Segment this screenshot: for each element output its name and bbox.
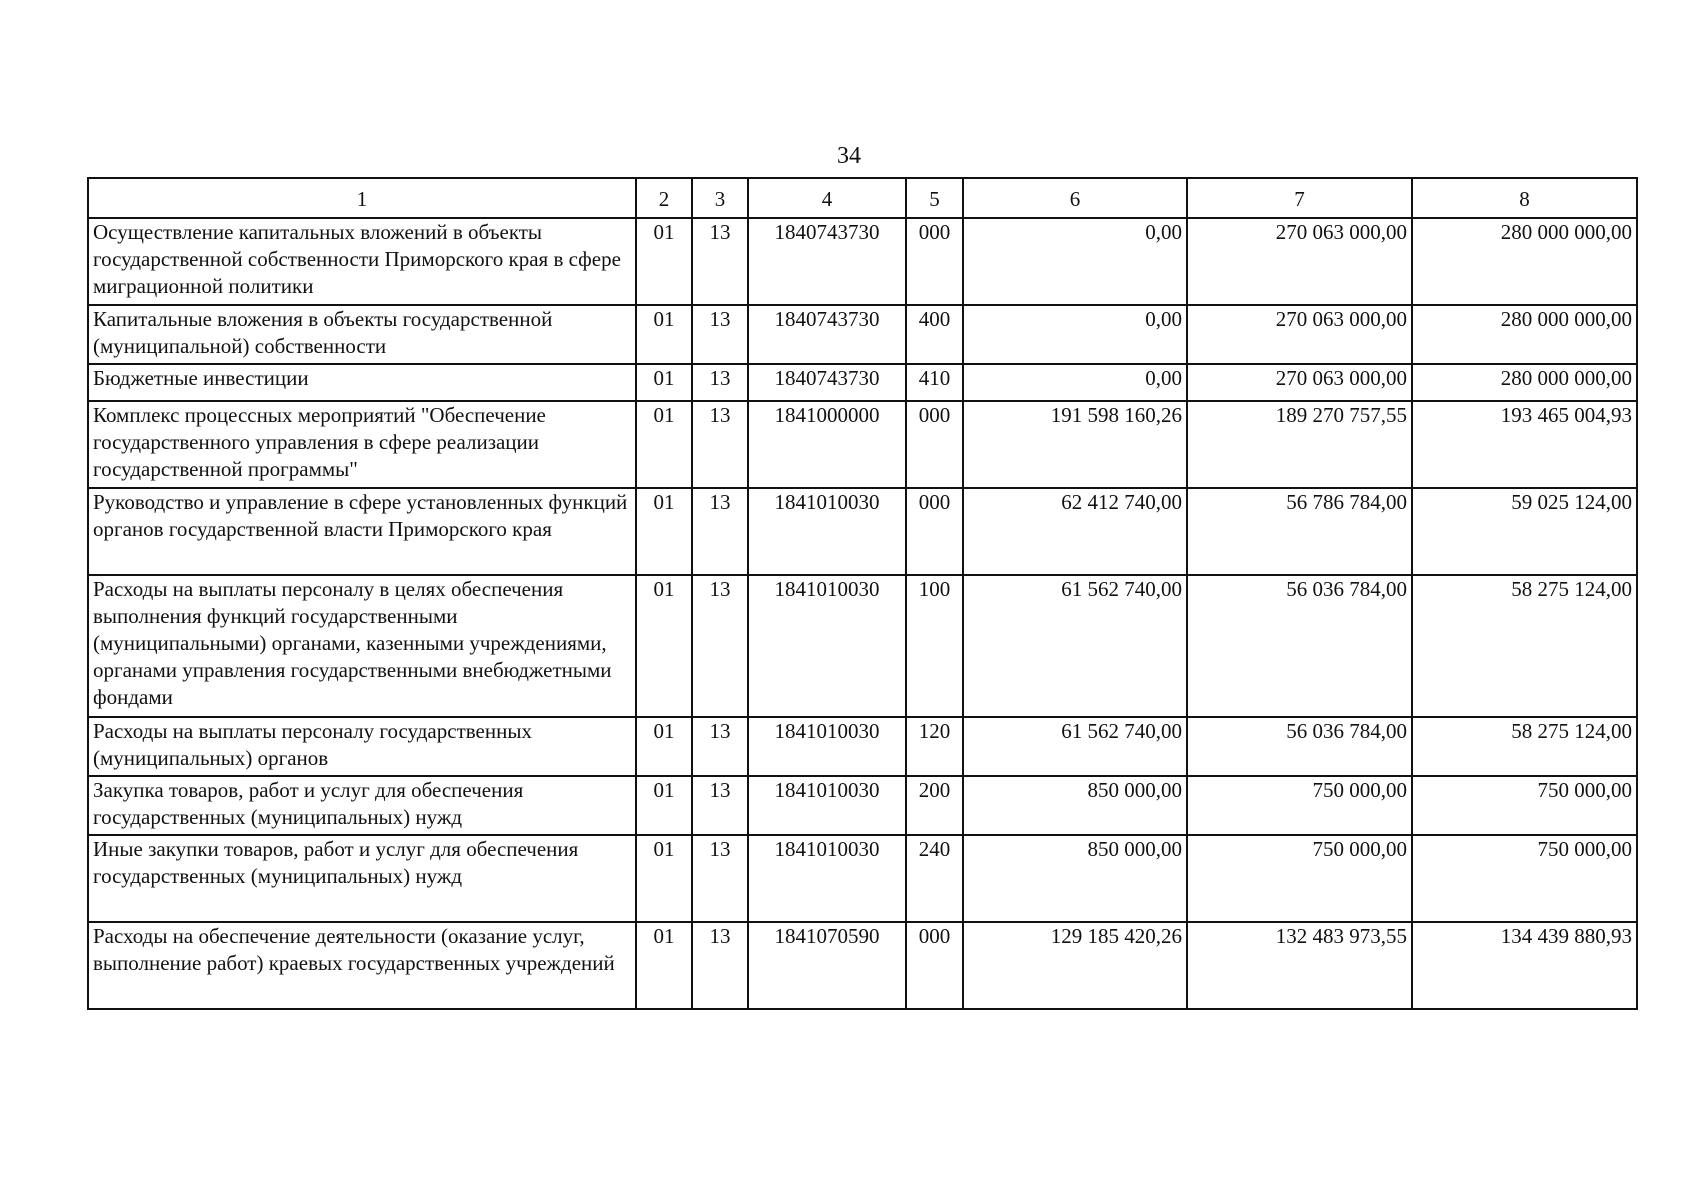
amount-col6: 191 598 160,26 bbox=[963, 401, 1187, 488]
row-name: Капитальные вложения в объекты государственной (муниципальной) собственности bbox=[88, 305, 636, 364]
expense-type-code: 000 bbox=[906, 922, 963, 1009]
target-article-code: 1840743730 bbox=[748, 218, 906, 305]
expense-type-code: 100 bbox=[906, 575, 963, 717]
amount-col6: 850 000,00 bbox=[963, 835, 1187, 922]
table-row bbox=[88, 218, 1637, 305]
amount-col7: 750 000,00 bbox=[1187, 835, 1412, 922]
amount-col6: 129 185 420,26 bbox=[963, 922, 1187, 1009]
expense-type-code: 410 bbox=[906, 364, 963, 401]
row-name: Закупка товаров, работ и услуг для обеспечения государственных (муниципальных) нужд bbox=[88, 776, 636, 835]
table-row bbox=[88, 364, 1637, 401]
column-header: 7 bbox=[1187, 178, 1412, 218]
amount-col7: 270 063 000,00 bbox=[1187, 364, 1412, 401]
subsection-code: 13 bbox=[692, 835, 748, 922]
subsection-code: 13 bbox=[692, 488, 748, 575]
amount-col8: 58 275 124,00 bbox=[1412, 717, 1637, 776]
subsection-code: 13 bbox=[692, 575, 748, 717]
table-row bbox=[88, 835, 1637, 922]
expense-type-code: 400 bbox=[906, 305, 963, 364]
row-name: Расходы на выплаты персоналу в целях обеспечения выполнения функций государственными (муниципальными) органами, казенными учреждениями, органами управления государственными внебюджетными фондами bbox=[88, 575, 636, 717]
target-article-code: 1840743730 bbox=[748, 305, 906, 364]
table-header-row bbox=[88, 178, 1637, 218]
subsection-code: 13 bbox=[692, 717, 748, 776]
amount-col8: 59 025 124,00 bbox=[1412, 488, 1637, 575]
amount-col6: 0,00 bbox=[963, 218, 1187, 305]
table-row bbox=[88, 776, 1637, 835]
table-row bbox=[88, 575, 1637, 717]
target-article-code: 1841010030 bbox=[748, 835, 906, 922]
amount-col6: 61 562 740,00 bbox=[963, 575, 1187, 717]
amount-col6: 850 000,00 bbox=[963, 776, 1187, 835]
subsection-code: 13 bbox=[692, 364, 748, 401]
section-code: 01 bbox=[636, 835, 692, 922]
amount-col7: 189 270 757,55 bbox=[1187, 401, 1412, 488]
target-article-code: 1841010030 bbox=[748, 488, 906, 575]
page-number: 34 bbox=[837, 143, 861, 169]
table-row bbox=[88, 717, 1637, 776]
subsection-code: 13 bbox=[692, 922, 748, 1009]
row-name: Расходы на выплаты персоналу государственных (муниципальных) органов bbox=[88, 717, 636, 776]
row-name: Руководство и управление в сфере установленных функций органов государственной власти Приморского края bbox=[88, 488, 636, 575]
amount-col8: 280 000 000,00 bbox=[1412, 218, 1637, 305]
table-row bbox=[88, 488, 1637, 575]
subsection-code: 13 bbox=[692, 305, 748, 364]
section-code: 01 bbox=[636, 717, 692, 776]
section-code: 01 bbox=[636, 218, 692, 305]
target-article-code: 1840743730 bbox=[748, 364, 906, 401]
amount-col8: 58 275 124,00 bbox=[1412, 575, 1637, 717]
budget-table bbox=[87, 177, 1638, 1010]
table-row bbox=[88, 305, 1637, 364]
amount-col6: 0,00 bbox=[963, 364, 1187, 401]
subsection-code: 13 bbox=[692, 401, 748, 488]
target-article-code: 1841010030 bbox=[748, 717, 906, 776]
target-article-code: 1841010030 bbox=[748, 575, 906, 717]
amount-col8: 134 439 880,93 bbox=[1412, 922, 1637, 1009]
subsection-code: 13 bbox=[692, 218, 748, 305]
column-header: 8 bbox=[1412, 178, 1637, 218]
section-code: 01 bbox=[636, 401, 692, 488]
target-article-code: 1841000000 bbox=[748, 401, 906, 488]
expense-type-code: 000 bbox=[906, 218, 963, 305]
amount-col7: 270 063 000,00 bbox=[1187, 305, 1412, 364]
expense-type-code: 200 bbox=[906, 776, 963, 835]
expense-type-code: 240 bbox=[906, 835, 963, 922]
section-code: 01 bbox=[636, 364, 692, 401]
section-code: 01 bbox=[636, 776, 692, 835]
section-code: 01 bbox=[636, 922, 692, 1009]
expense-type-code: 000 bbox=[906, 401, 963, 488]
amount-col6: 61 562 740,00 bbox=[963, 717, 1187, 776]
column-header: 4 bbox=[748, 178, 906, 218]
subsection-code: 13 bbox=[692, 776, 748, 835]
amount-col8: 280 000 000,00 bbox=[1412, 305, 1637, 364]
expense-type-code: 120 bbox=[906, 717, 963, 776]
section-code: 01 bbox=[636, 488, 692, 575]
table-row bbox=[88, 922, 1637, 1009]
amount-col8: 193 465 004,93 bbox=[1412, 401, 1637, 488]
amount-col8: 750 000,00 bbox=[1412, 835, 1637, 922]
row-name: Осуществление капитальных вложений в объекты государственной собственности Приморского края в сфере миграционной политики bbox=[88, 218, 636, 305]
amount-col7: 132 483 973,55 bbox=[1187, 922, 1412, 1009]
section-code: 01 bbox=[636, 305, 692, 364]
amount-col6: 0,00 bbox=[963, 305, 1187, 364]
table-row bbox=[88, 401, 1637, 488]
section-code: 01 bbox=[636, 575, 692, 717]
column-header: 1 bbox=[88, 178, 636, 218]
target-article-code: 1841070590 bbox=[748, 922, 906, 1009]
amount-col7: 56 786 784,00 bbox=[1187, 488, 1412, 575]
column-header: 6 bbox=[963, 178, 1187, 218]
amount-col7: 270 063 000,00 bbox=[1187, 218, 1412, 305]
row-name: Комплекс процессных мероприятий "Обеспечение государственного управления в сфере реализации государственной программы" bbox=[88, 401, 636, 488]
amount-col6: 62 412 740,00 bbox=[963, 488, 1187, 575]
amount-col8: 750 000,00 bbox=[1412, 776, 1637, 835]
column-header: 5 bbox=[906, 178, 963, 218]
row-name: Бюджетные инвестиции bbox=[88, 364, 636, 401]
amount-col7: 56 036 784,00 bbox=[1187, 717, 1412, 776]
column-header: 2 bbox=[636, 178, 692, 218]
row-name: Иные закупки товаров, работ и услуг для обеспечения государственных (муниципальных) нужд bbox=[88, 835, 636, 922]
amount-col7: 56 036 784,00 bbox=[1187, 575, 1412, 717]
row-name: Расходы на обеспечение деятельности (оказание услуг, выполнение работ) краевых государственных учреждений bbox=[88, 922, 636, 1009]
amount-col7: 750 000,00 bbox=[1187, 776, 1412, 835]
column-header: 3 bbox=[692, 178, 748, 218]
target-article-code: 1841010030 bbox=[748, 776, 906, 835]
expense-type-code: 000 bbox=[906, 488, 963, 575]
amount-col8: 280 000 000,00 bbox=[1412, 364, 1637, 401]
